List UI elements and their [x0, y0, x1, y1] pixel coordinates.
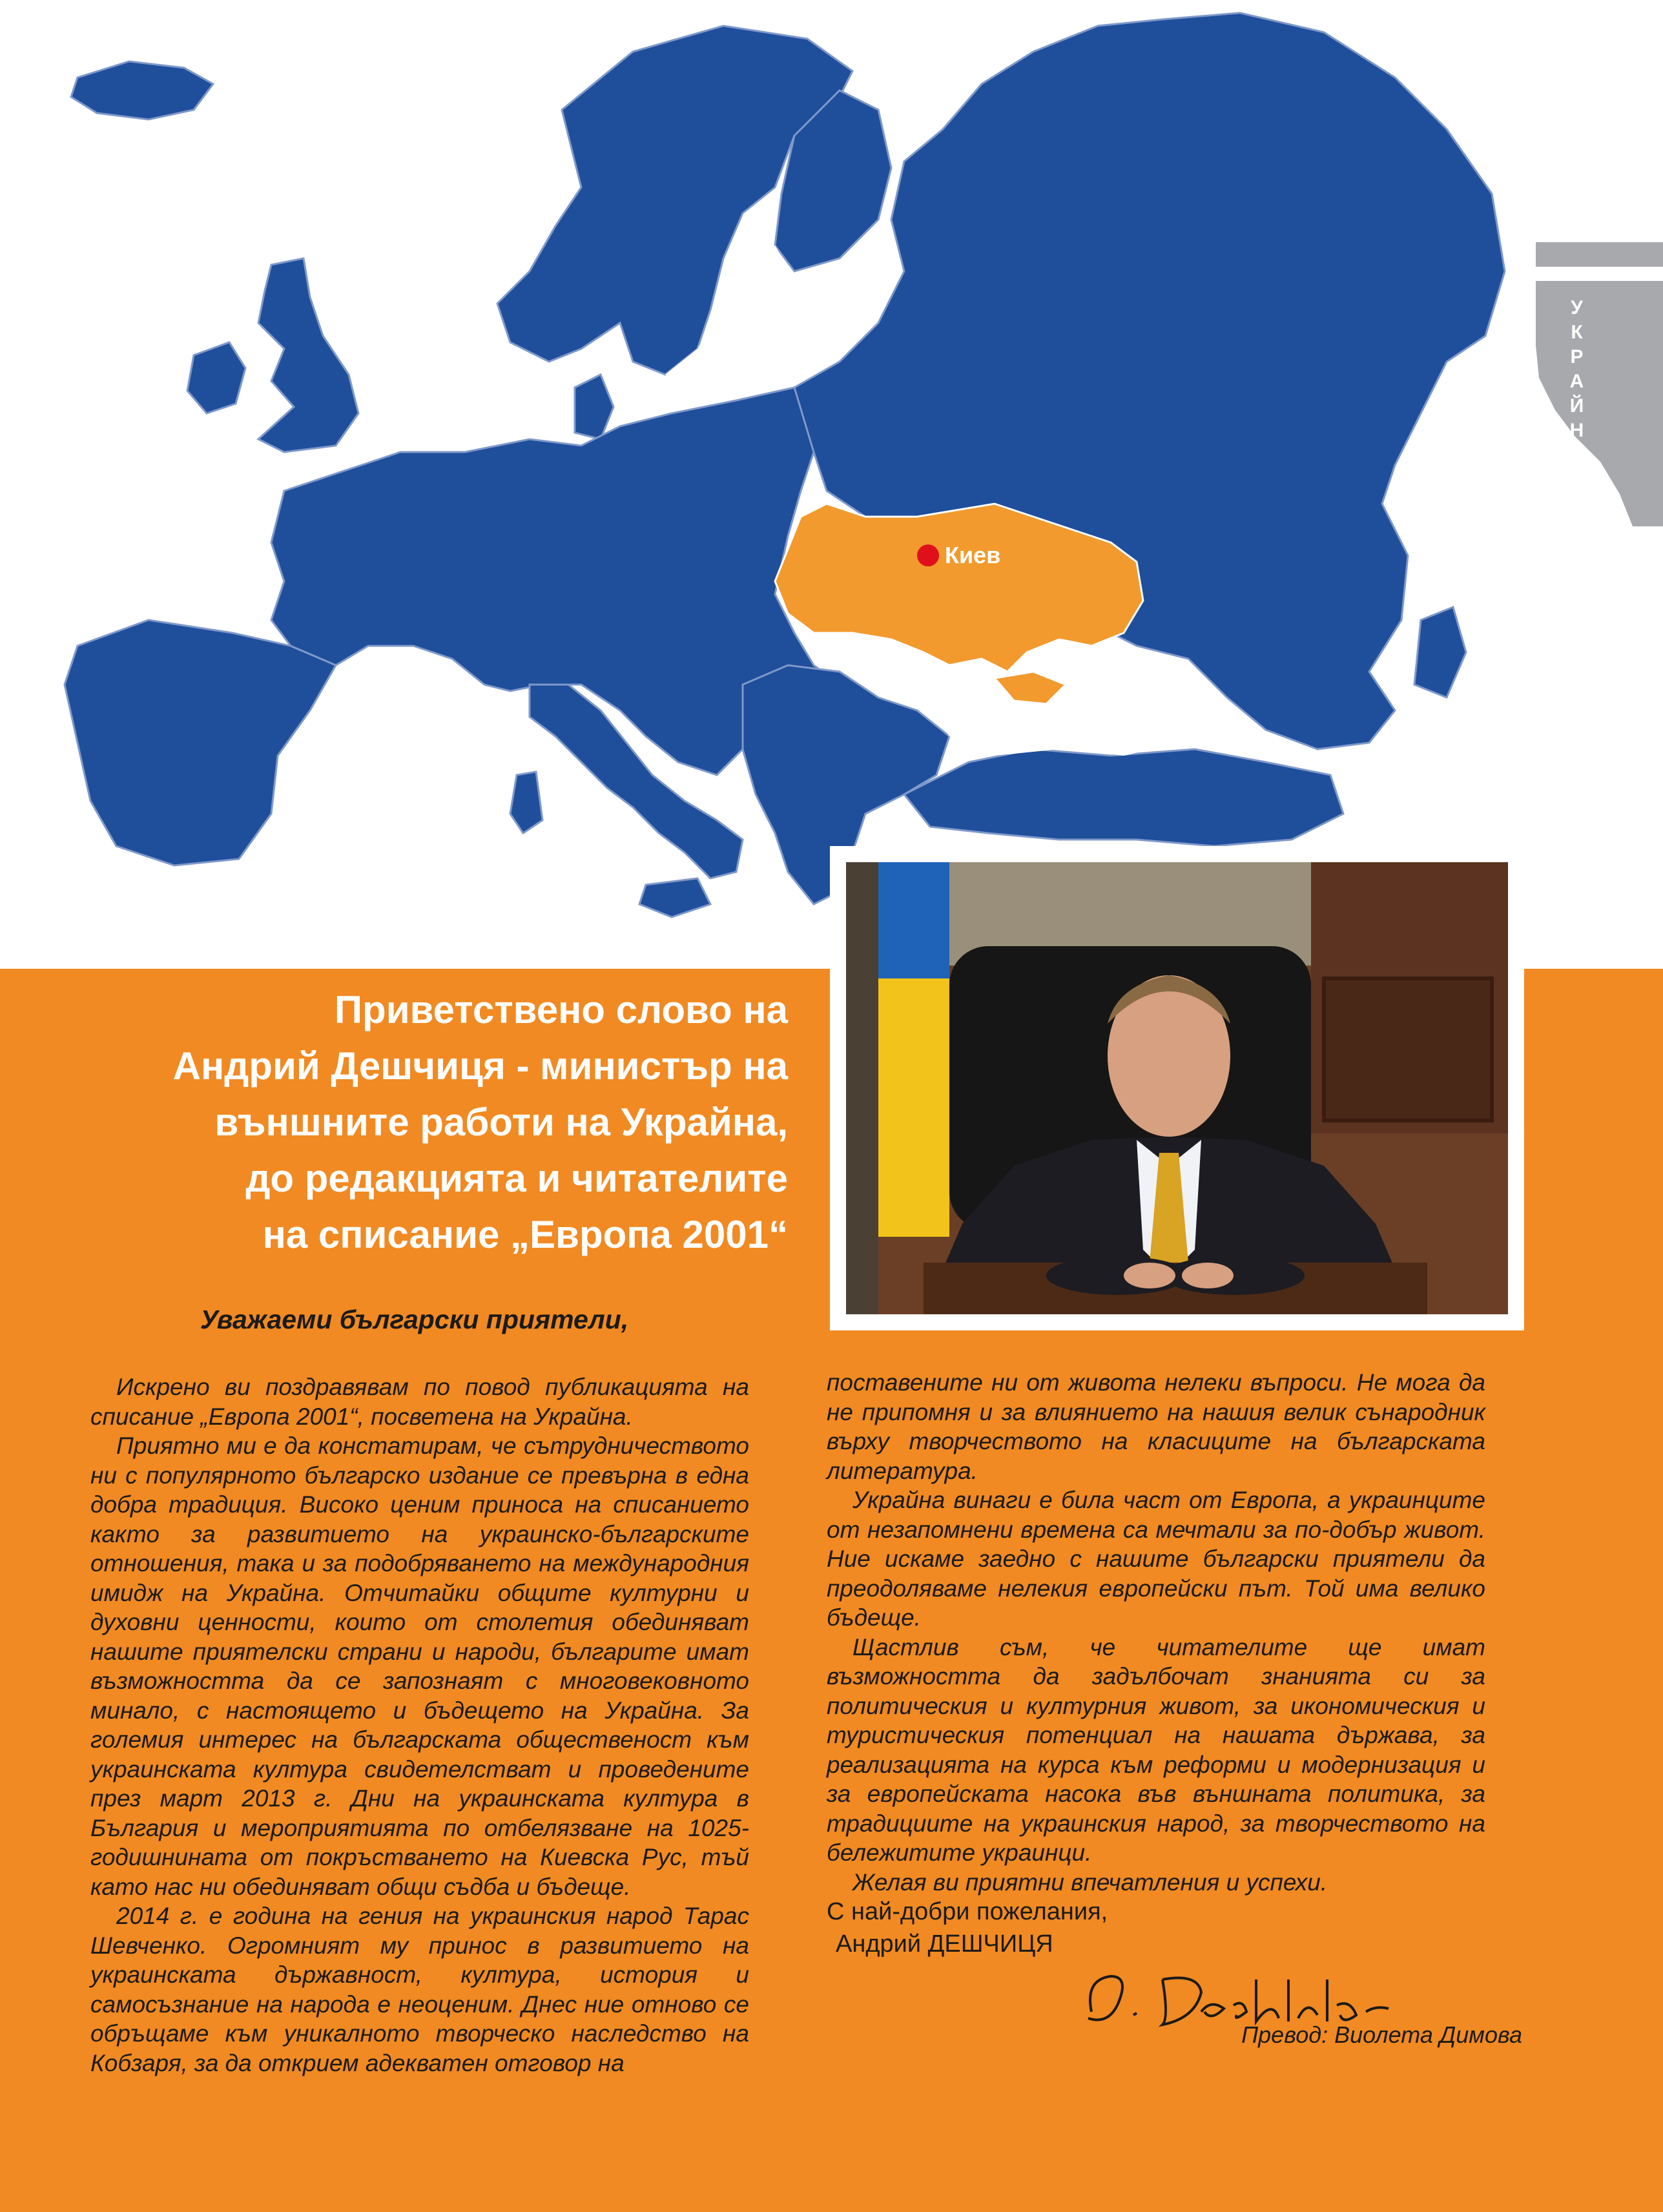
paragraph: Приятно ми е да констатирам, че сътрудничеството ни с популярното българско издание се превърна в една добра традиция. Високо ценим приноса на списанието както за развитието на украинско-българските отношения, така и за подобряването на международния имидж на Украйна. Отчитайки общите културни и духовни ценности, които от столетия обединяват нашите приятелски страни и народи, българите имат възможността да се запознаят с многовековното минало, с настоящето и бъдещето на Украйна. За големия интерес на българската общественост към украинската култура свидетелстват и проведените през март 2013 г. Дни на украинската култура в България и мероприятията по отбелязване на 1025-годишнината от покръстването на Киевска Рус, тъй като нас ни обединяват общи съдба и бъдеще.	[90, 1432, 749, 1900]
closing	[827, 1896, 1108, 1960]
paragraph: Желая ви приятни впечатления и успехи.	[852, 1868, 1328, 1896]
text-column-left	[90, 1372, 749, 2078]
section-label: УКРАЙНА	[1566, 297, 1587, 469]
paragraph: Щастлив съм, че читателите ще имат възможността да задълбочат знанията си за политическия и културния живот, за икономическия и туристическия потенциал на нашата държава, за реализацията на курса към реформи и модернизация и за европейската насока във външната политика, за традициите на украинския народ, за творчеството на бележитите украинци.	[827, 1633, 1485, 1866]
map-region-caspian-coast	[1414, 607, 1466, 698]
map-region-sicily	[639, 878, 710, 917]
kyiv-dot	[917, 544, 939, 566]
map-region-iceland	[71, 61, 213, 119]
map-region-sardinia	[510, 772, 542, 833]
translator-credit: Превод: Виолета Димова	[1241, 2021, 1522, 2048]
article-title	[26, 982, 788, 1263]
map-region-denmark	[575, 375, 614, 439]
black-sea	[924, 659, 1188, 756]
article-title-line: Андрий Дешчиця - министър на	[172, 1044, 788, 1088]
paragraph: Украйна винаги е била част от Европа, а украинците от незапомнени времена са мечтали за по-добър живот. Ние искаме заедно с нашите български приятели да преодоляваме нелекия европейски път. Той има велико бъдеще.	[827, 1487, 1485, 1631]
minister-portrait	[846, 862, 1508, 1314]
text-column-right	[827, 1368, 1485, 1897]
article-title-line: на списание „Европа 2001“	[262, 1213, 788, 1256]
paragraph-continued: поставените ни от живота нелеки въпроси. Не мога да не припомня и за влиянието на нашия велик сънародник върху творчеството на класиците на българската литература.	[827, 1369, 1485, 1484]
map-region-anatolia	[904, 749, 1343, 846]
map-region-great-britain	[258, 258, 358, 452]
side-tab-map-shape	[1536, 281, 1663, 526]
article-title-line: Приветствено слово на	[334, 988, 788, 1031]
article-title-line: външните работи на Украйна,	[214, 1101, 788, 1144]
article-title-line: до редакцията и читателите	[245, 1157, 788, 1200]
map-region-ireland	[187, 342, 245, 413]
paragraph: 2014 г. е година на гения на украинския народ Тарас Шевченко. Огромният му принос в развитието на украинската държавност, култура, история и самосъзнание на народа е неоценим. Днес ние отново се обръщаме към уникалното творческо наследство на Кобзаря, за да открием адекватен отговор на	[90, 1903, 749, 2076]
europe-map	[0, 0, 1663, 982]
kyiv-label: Киев	[945, 542, 1001, 568]
side-tab-bar	[1536, 242, 1663, 267]
signer-name: Андрий ДЕШЧИЦЯ	[836, 1930, 1053, 1958]
paragraph: Искрено ви поздравявам по повод публикацията на списание „Европа 2001“, посветена на Украйна.	[90, 1374, 749, 1430]
greeting: Уважаеми български приятели,	[200, 1305, 629, 1334]
closing-line: С най-добри пожелания,	[827, 1898, 1108, 1925]
photo-frame	[830, 846, 1524, 1330]
map-region-iberia	[65, 620, 336, 865]
